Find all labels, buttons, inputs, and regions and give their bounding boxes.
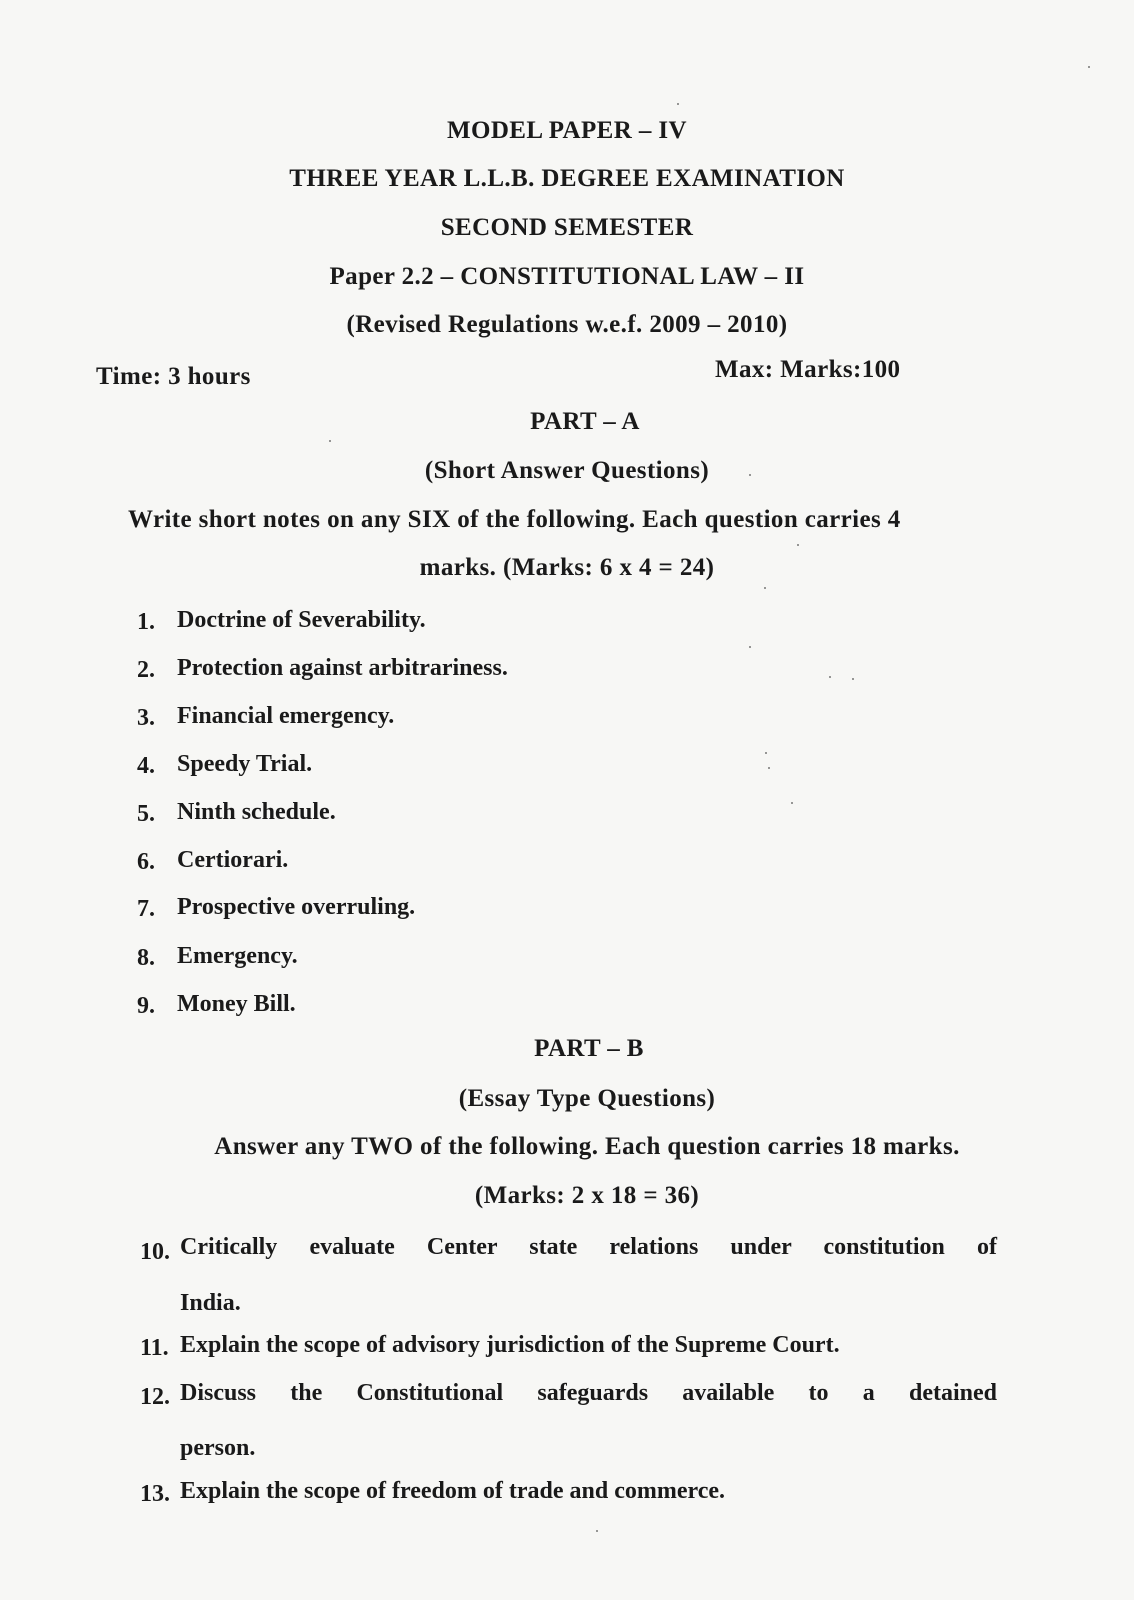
question-text: Certiorari. xyxy=(177,847,289,873)
max-marks: Max: Marks:100 xyxy=(715,356,901,383)
regulations: (Revised Regulations w.e.f. 2009 – 2010) xyxy=(346,311,788,338)
part-a-title: PART – A xyxy=(530,408,640,435)
scan-speck xyxy=(765,752,767,754)
question-text: Critically evaluate Center state relations under constitution of xyxy=(180,1234,997,1260)
scan-speck xyxy=(596,1530,598,1532)
question-number: 8. xyxy=(137,945,155,971)
part-a-subtitle: (Short Answer Questions) xyxy=(424,457,710,484)
question-number: 10. xyxy=(140,1239,170,1265)
question-text: Explain the scope of advisory jurisdiction of the Supreme Court. xyxy=(180,1332,840,1358)
scan-speck xyxy=(797,544,799,546)
question-text: Discuss the Constitutional safeguards available to a detained xyxy=(180,1380,997,1406)
question-number: 5. xyxy=(137,801,155,827)
question-number: 13. xyxy=(140,1481,170,1507)
question-text: Protection against arbitrariness. xyxy=(177,655,508,681)
scan-speck xyxy=(749,474,751,476)
question-text: Emergency. xyxy=(177,943,298,969)
question-text-continued: India. xyxy=(180,1290,241,1316)
time-allowed: Time: 3 hours xyxy=(96,363,251,390)
question-text: Speedy Trial. xyxy=(177,751,313,777)
semester: SECOND SEMESTER xyxy=(440,214,694,241)
question-number: 2. xyxy=(137,657,155,683)
question-number: 4. xyxy=(137,753,155,779)
scan-speck xyxy=(768,767,770,769)
question-text: Money Bill. xyxy=(177,991,296,1017)
question-text: Prospective overruling. xyxy=(177,894,416,920)
question-number: 6. xyxy=(137,849,155,875)
scan-speck xyxy=(852,678,854,680)
part-b-instruction: Answer any TWO of the following. Each question carries 18 marks. xyxy=(214,1133,960,1160)
question-number: 1. xyxy=(137,609,155,635)
question-number: 3. xyxy=(137,705,155,731)
paper-title: MODEL PAPER – IV xyxy=(447,117,687,144)
part-a-instruction-line1: Write short notes on any SIX of the following. Each question carries 4 xyxy=(128,506,901,533)
scan-speck xyxy=(764,587,766,589)
question-text: Doctrine of Severability. xyxy=(177,607,426,633)
part-b-title: PART – B xyxy=(534,1035,644,1062)
scan-speck xyxy=(1088,66,1090,68)
exam-name: THREE YEAR L.L.B. DEGREE EXAMINATION xyxy=(289,165,845,192)
question-number: 11. xyxy=(140,1335,169,1361)
scan-speck xyxy=(791,802,793,804)
scan-speck xyxy=(677,103,679,105)
part-a-instruction-line2: marks. (Marks: 6 x 4 = 24) xyxy=(419,554,715,581)
question-number: 9. xyxy=(137,993,155,1019)
paper-subject: Paper 2.2 – CONSTITUTIONAL LAW – II xyxy=(329,263,805,290)
part-b-marks: (Marks: 2 x 18 = 36) xyxy=(474,1182,700,1209)
question-text: Ninth schedule. xyxy=(177,799,336,825)
scan-speck xyxy=(829,676,831,678)
part-b-subtitle: (Essay Type Questions) xyxy=(458,1085,716,1112)
scan-speck xyxy=(749,646,751,648)
question-text: Financial emergency. xyxy=(177,703,395,729)
question-text: Explain the scope of freedom of trade and commerce. xyxy=(180,1478,726,1504)
question-number: 12. xyxy=(140,1384,170,1410)
scan-speck xyxy=(329,440,331,442)
question-text-continued: person. xyxy=(180,1435,256,1461)
question-number: 7. xyxy=(137,896,155,922)
